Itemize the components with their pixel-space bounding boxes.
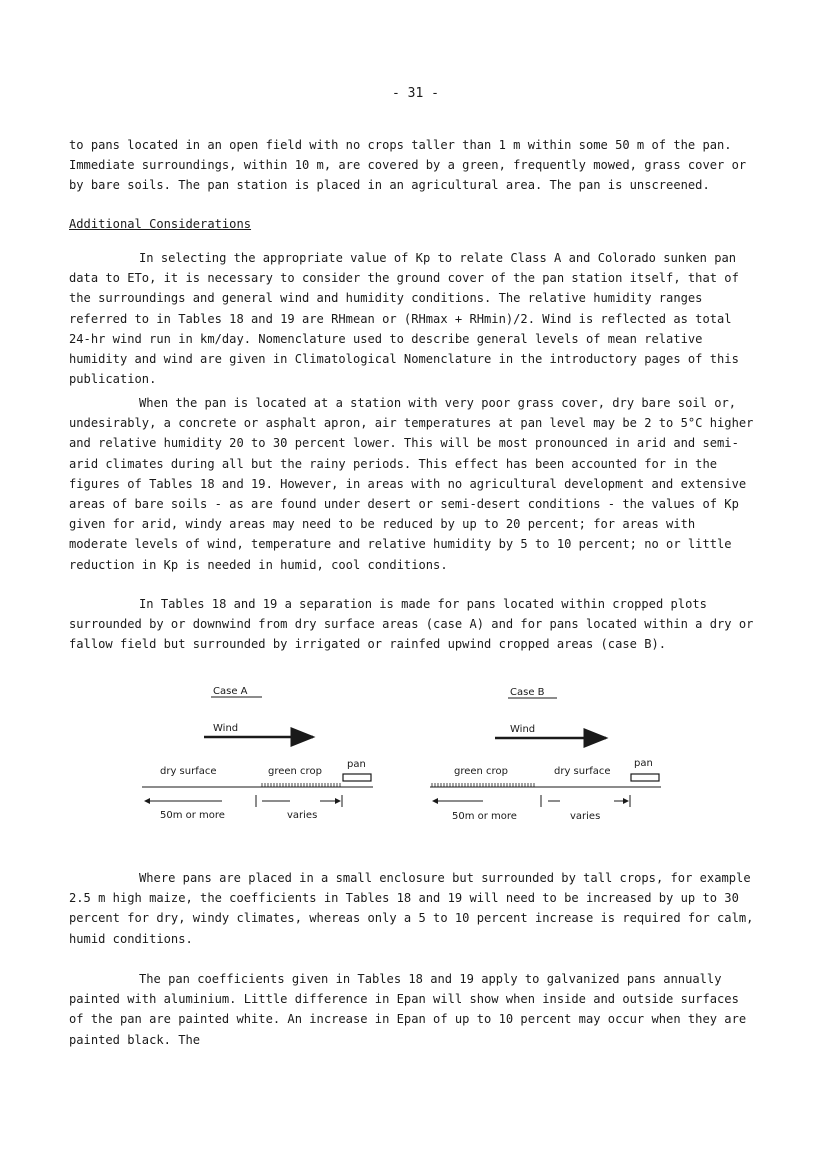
case-b-dry-surface-label: dry surface: [554, 766, 611, 777]
paragraph-case-separation: [69, 594, 759, 655]
case-b-green-crop-hatch: [432, 783, 534, 787]
paragraph-poor-cover-text: When the pan is located at a station with very poor grass cover, dry bare soil or, undesirably, a concrete or asphalt apron, air temperatures at pan level may be 2 to 5°C higher and relative humidity 20 to 30 percent lower. This will be most pronounced in arid and semi-arid climates during all but the rainy periods. This effect has been accounted for in the figures of Tables 18 and 19. However, in areas with no agricultural development and extensive areas of bare soils - as are found under desert or semi-desert conditions - the values of Kp given for arid, windy areas may need to be reduced by up to 20 percent; for areas with moderate levels of wind, temperature and relative humidity by 5 to 10 percent; no or little reduction in Kp is needed in humid, cool conditions.: [69, 396, 754, 572]
case-a-wind-label: Wind: [213, 723, 239, 734]
paragraph-tall-crops: [69, 868, 759, 949]
case-b-diagram: [430, 687, 661, 822]
case-b-distance-label: 50m or more: [452, 811, 517, 822]
paragraph-poor-cover: [69, 393, 759, 575]
case-a-green-crop-label: green crop: [268, 766, 322, 777]
section-heading: Additional Considerations: [69, 217, 252, 231]
case-a-distance-label: 50m or more: [160, 810, 225, 821]
case-a-diagram: [142, 686, 373, 821]
case-b-pan-label: pan: [634, 758, 653, 769]
case-a-pan-shape: [343, 774, 371, 781]
paragraph-case-description: to pans located in an open field with no crops taller than 1 m within some 50 m of the pan. Immediate surroundings, within 10 m, are covered by a green, frequently mowed, grass cover or by bare soils. The pan station is placed in an agricultural area. The pan is unscreened.: [69, 138, 747, 193]
case-b-green-crop-label: green crop: [454, 766, 508, 777]
paragraph-pan-coefficients: [69, 969, 759, 1050]
paragraph-pan-coefficients-text: The pan coefficients given in Tables 18 and 19 apply to galvanized pans annually painted with aluminium. Little difference in Epan will show when inside and outside surfaces of the pan are painted white. An increase in Epan of up to 10 percent may occur when they are painted black. The: [69, 972, 747, 1047]
case-a-dry-surface-label: dry surface: [160, 766, 217, 777]
paragraph-kp-selection: [69, 248, 759, 389]
case-a-green-crop-hatch: [262, 783, 340, 787]
case-b-pan-shape: [631, 774, 659, 781]
case-a-pan-label: pan: [347, 759, 366, 770]
case-a-varies-label: varies: [287, 810, 318, 821]
case-b-wind-label: Wind: [510, 724, 536, 735]
case-b-title: Case B: [510, 687, 545, 698]
page-number: - 31 -: [392, 86, 439, 101]
case-b-varies-label: varies: [570, 811, 601, 822]
pan-siting-diagram: [0, 670, 831, 840]
paragraph-case-separation-text: In Tables 18 and 19 a separation is made for pans located within cropped plots surrounded by or downwind from dry surface areas (case A) and for pans located within a dry or fallow field but surrounded by irrigated or rainfed upwind cropped areas (case B).: [69, 597, 754, 652]
case-a-title: Case A: [213, 686, 248, 697]
paragraph-tall-crops-text: Where pans are placed in a small enclosure but surrounded by tall crops, for example 2.5 m high maize, the coefficients in Tables 18 and 19 will need to be increased by up to 30 percent for dry, windy climates, whereas only a 5 to 10 percent increase is required for calm, humid conditions.: [69, 871, 754, 946]
paragraph-kp-selection-text: In selecting the appropriate value of Kp to relate Class A and Colorado sunken pan data to ETo, it is necessary to consider the ground cover of the pan station itself, that of the surroundings and general wind and humidity conditions. The relative humidity ranges referred to in Tables 18 and 19 are RHmean or (RHmax + RHmin)/2. Wind is reflected as total 24-hr wind run in km/day. Nomenclature used to describe general levels of mean relative humidity and wind are given in Climatological Nomenclature in the introductory pages of this publication.: [69, 251, 739, 387]
